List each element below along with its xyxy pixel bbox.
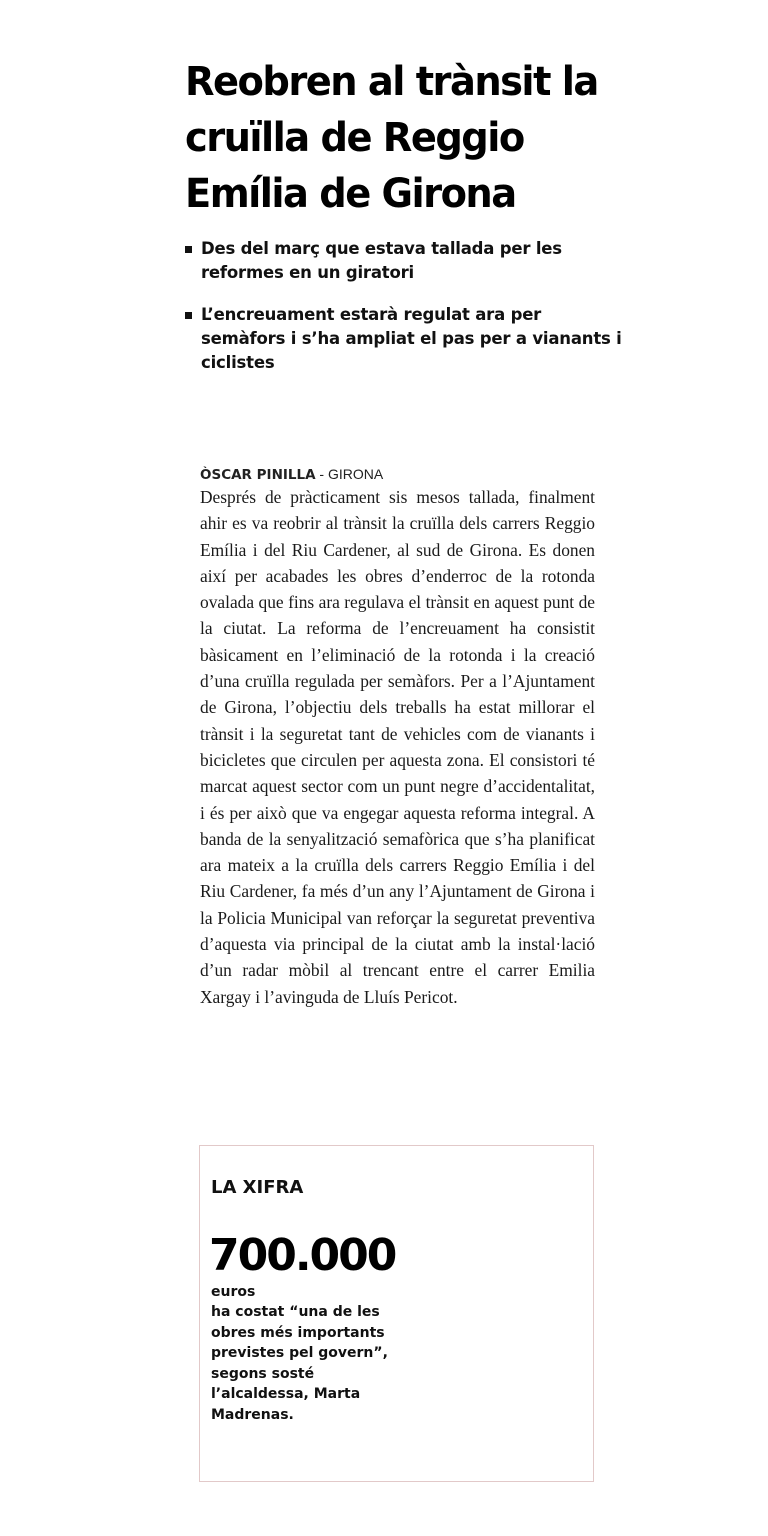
square-bullet-icon bbox=[185, 312, 192, 319]
key-figure-description: ha costat “una de les obres més importants previstes pel govern”, segons sosté l’alcaldessa, Marta Madrenas. bbox=[211, 1304, 388, 1423]
summary-bullet bbox=[185, 237, 625, 285]
key-figure-number: 700.000 bbox=[209, 1230, 396, 1281]
key-figure-unit: euros bbox=[211, 1284, 256, 1300]
summary-bullet-text: L’encreuament estarà regulat ara per semàfors i s’ha ampliat el pas per a vianants i ciclistes bbox=[201, 305, 622, 372]
byline-location: GIRONA bbox=[328, 466, 384, 482]
summary-bullets bbox=[185, 237, 625, 375]
byline-separator: - bbox=[315, 466, 328, 482]
summary-bullet bbox=[185, 303, 625, 375]
headline: Reobren al trànsit la cruïlla de Reggio Emília de Girona bbox=[185, 59, 598, 217]
byline bbox=[200, 464, 595, 485]
byline-author: ÒSCAR PINILLA bbox=[200, 467, 316, 483]
article-body: Després de pràcticament sis mesos tallada, finalment ahir es va reobrir al trànsit la cruïlla dels carrers Reggio Emília i del Riu Cardener, al sud de Girona. Es donen així per acabades les obres d’enderroc de la rotonda ovalada que fins ara regulava el trànsit en aquest punt de la ciutat. La reforma de l’encreuament ha consistit bàsicament en l’eliminació de la rotonda i la creació d’una cruïlla regulada per semàfors. Per a l’Ajuntament de Girona, l’objectiu dels treballs ha estat millorar el trànsit i la seguretat tant de vehicles com de vianants i bicicletes que circulen per aquesta zona. El consistori té marcat aquest sector com un punt negre d’accidentalitat, i és per això que va engegar aquesta reforma integral. A banda de la senyalització semafòrica que s’ha planificat ara mateix a la cruïlla dels carrers Reggio Emília i del Riu Cardener, fa més d’un any l’Ajuntament de Girona i la Policia Municipal van reforçar la seguretat preventiva d’aquesta via principal de la ciutat amb la instal·lació d’un radar mòbil al trencant entre el carrer Emilia Xargay i l’avinguda de Lluís Pericot. bbox=[200, 487, 595, 1007]
square-bullet-icon bbox=[185, 246, 192, 253]
key-figure-box bbox=[199, 1145, 594, 1482]
key-figure-label: LA XIFRA bbox=[211, 1177, 304, 1198]
summary-bullet-text: Des del març que estava tallada per les reformes en un giratori bbox=[201, 239, 562, 282]
